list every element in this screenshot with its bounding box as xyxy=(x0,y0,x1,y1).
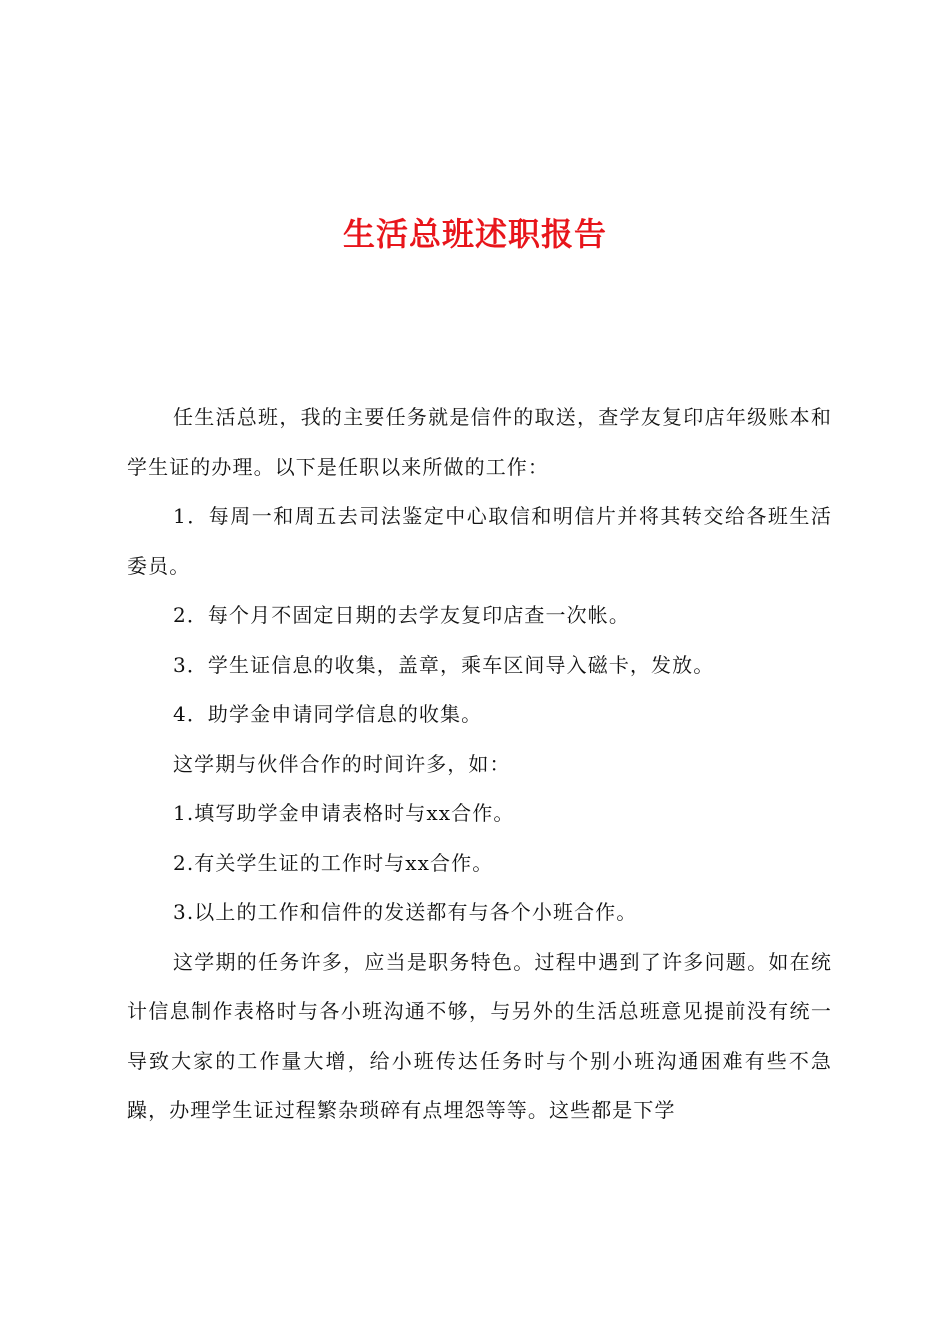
paragraph-item-4: 4．助学金申请同学信息的收集。 xyxy=(173,702,483,726)
paragraph-cooperation-1: 1.填写助学金申请表格时与xx合作。 xyxy=(173,801,515,825)
paragraph-cooperation-3: 3.以上的工作和信件的发送都有与各个小班合作。 xyxy=(173,900,638,924)
paragraph-item-3: 3．学生证信息的收集，盖章，乘车区间导入磁卡，发放。 xyxy=(173,652,715,677)
paragraph-reflection: 这学期的任务许多，应当是职务特色。过程中遇到了许多问题。如在统计信息制作表格时与各小班沟通不够，与另外的生活总班意见提前没有统一导致大家的工作量大增，给小班传达任务时与个别小班沟通困难有些不急躁，办理学生证过程繁杂琐碎有点埋怨等等。这些都是下学 xyxy=(127,949,832,1122)
document-title: 生活总班述职报告 xyxy=(342,215,607,253)
paragraph-cooperation-intro: 这学期与伙伴合作的时间许多，如： xyxy=(173,751,511,776)
paragraph-intro: 任生活总班，我的主要任务就是信件的取送，查学友复印店年级账本和学生证的办理。以下是任职以来所做的工作： xyxy=(127,405,832,479)
paragraph-item-2: 2．每个月不固定日期的去学友复印店查一次帐。 xyxy=(173,603,630,627)
paragraph-item-1: 1．每周一和周五去司法鉴定中心取信和明信片并将其转交给各班生活委员。 xyxy=(127,504,832,578)
document-body xyxy=(127,393,832,1136)
paragraph-cooperation-2: 2.有关学生证的工作时与xx合作。 xyxy=(173,850,494,875)
